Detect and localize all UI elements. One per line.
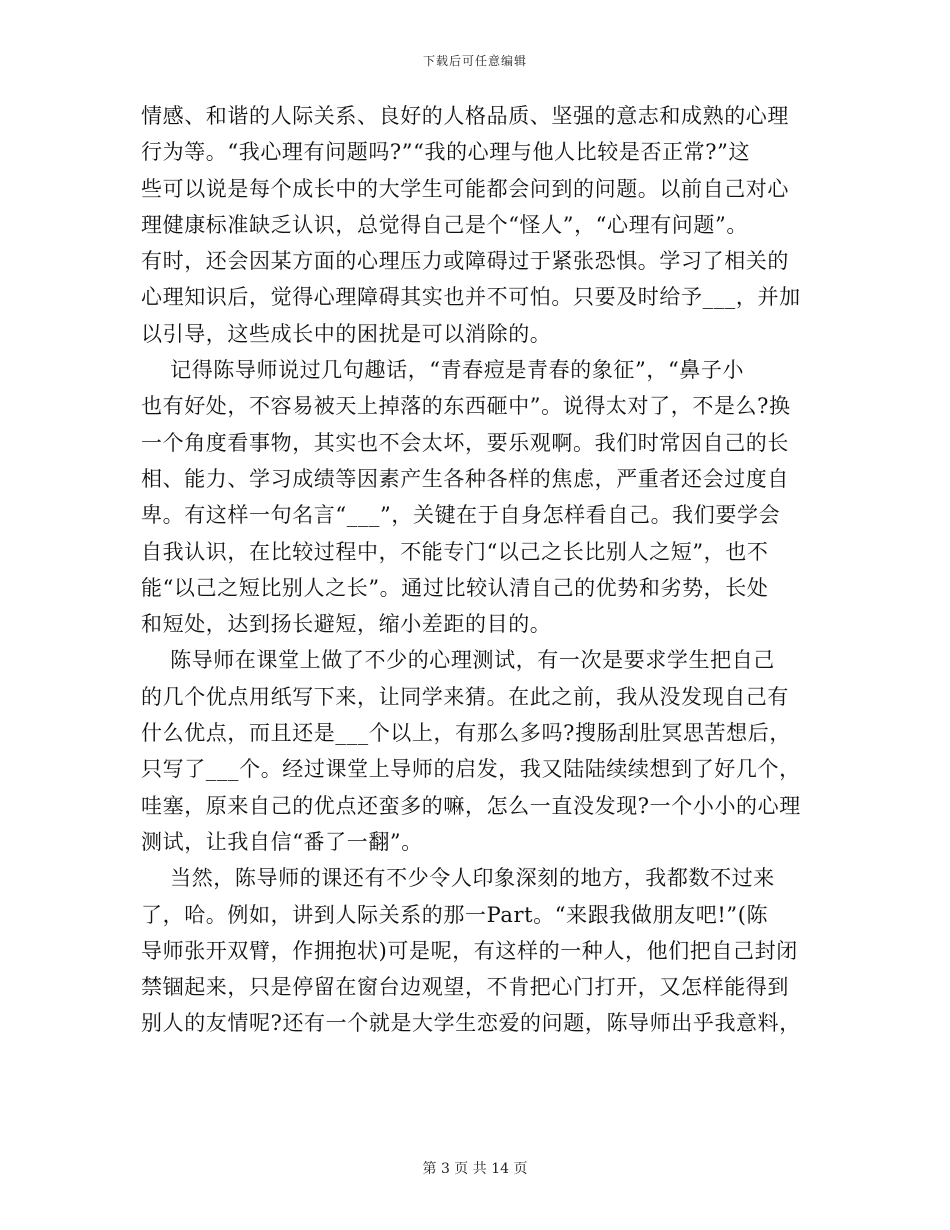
- text-line: 的几个优点用纸写下来，让同学来猜。在此之前，我从没发现自己有: [141, 684, 789, 709]
- text-line: 自我认识，在比较过程中，不能专门“以己之长比别人之短”，也不: [141, 539, 769, 564]
- paragraph-1: [141, 98, 809, 352]
- text-line: 了，哈。例如，讲到人际关系的那一Part。“来跟我做朋友吧!”(陈: [141, 902, 769, 927]
- text-line: 行为等。“我心理有问题吗?”“我的心理与他人比较是否正常?”这: [141, 140, 751, 165]
- text-line: 禁锢起来，只是停留在窗台边观望，不肯把心门打开，又怎样能得到: [141, 975, 789, 1000]
- text-line: 一个角度看事物，其实也不会太坏，要乐观啊。我们时常因自己的长: [141, 430, 789, 455]
- text-line: 卑。有这样一句名言“___”，关键在于自身怎样看自己。我们要学会: [141, 503, 781, 528]
- text-line: 记得陈导师说过几句趣话，“青春痘是青春的象征”，“鼻子小: [141, 358, 745, 383]
- text-line: 别人的友情呢?还有一个就是大学生恋爱的问题，陈导师出乎我意料，: [141, 1011, 801, 1036]
- text-line: 当然，陈导师的课还有不少令人印象深刻的地方，我都数不过来: [141, 866, 775, 891]
- text-line: 什么优点，而且还是___个以上，有那么多吗?搜肠刮肚冥思苦想后，: [141, 721, 791, 746]
- paragraph-2: [141, 352, 809, 642]
- text-line: 心理知识后，觉得心理障碍其实也并不可怕。只要及时给予___，并加: [141, 285, 801, 310]
- text-line: 导师张开双臂，作拥抱状)可是呢，有这样的一种人，他们把自己封闭: [141, 938, 798, 963]
- text-line: 和短处，达到扬长避短，缩小差距的目的。: [141, 612, 552, 637]
- text-line: 些可以说是每个成长中的大学生可能都会问到的问题。以前自己对心: [141, 176, 789, 201]
- text-line: 也有好处，不容易被天上掉落的东西砸中”。说得太对了，不是么?换: [141, 394, 791, 419]
- paragraph-3: [141, 642, 809, 860]
- text-line: 情感、和谐的人际关系、良好的人格品质、坚强的意志和成熟的心理: [141, 104, 789, 128]
- text-line: 有时，还会因某方面的心理压力或障碍过于紧张恐惧。学习了相关的: [141, 249, 789, 274]
- document-body: [141, 98, 809, 1042]
- page-number-footer: 第 3 页 共 14 页: [422, 1161, 528, 1177]
- page-header-note: 下载后可任意编辑: [422, 54, 527, 68]
- text-line: 能“以己之短比别人之长”。通过比较认清自己的优势和劣势，长处: [141, 575, 769, 600]
- text-line: 以引导，这些成长中的困扰是可以消除的。: [141, 321, 552, 346]
- text-line: 哇塞，原来自己的优点还蛮多的嘛，怎么一直没发现?一个小小的心理: [141, 793, 801, 818]
- text-line: 测试，让我自信“番了一翻”。: [141, 829, 423, 854]
- text-line: 只写了___个。经过课堂上导师的启发，我又陆陆续续想到了好几个，: [141, 757, 801, 782]
- text-line: 理健康标准缺乏认识，总觉得自己是个“怪人”，“心理有问题”。: [141, 212, 748, 237]
- text-line: 相、能力、学习成绩等因素产生各种各样的焦虑，严重者还会过度自: [141, 466, 789, 491]
- paragraph-4: [141, 860, 809, 1041]
- text-line: 陈导师在课堂上做了不少的心理测试，有一次是要求学生把自己: [141, 648, 775, 673]
